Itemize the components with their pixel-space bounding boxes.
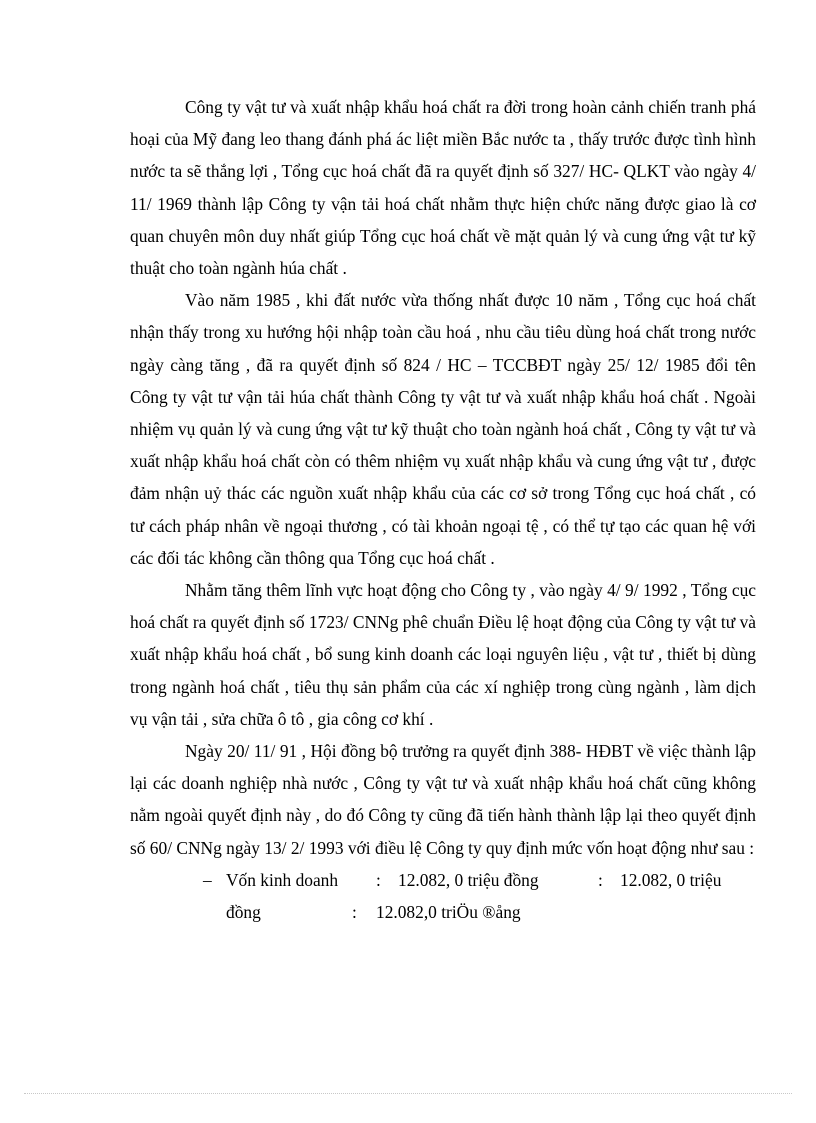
separator-colon: : <box>376 869 381 890</box>
paragraph-1992-charter: Nhằm tăng thêm lĩnh vực hoạt động cho Công ty , vào ngày 4/ 9/ 1992 , Tổng cục hoá chất ra quyết định số 1723/ CNNg phê chuẩn Điều lệ hoạt động của Công ty vật tư và xuất nhập khẩu hoá chất , bổ sung kinh doanh các loại nguyên liệu , vật tư , thiết bị dùng trong ngành hoá chất , tiêu thụ sản phẩm của các xí nghiệp trong cùng ngành , làm dịch vụ vận tải , sửa chữa ô tô , gia công cơ khí . <box>130 580 756 729</box>
page-bottom-divider <box>24 1093 792 1094</box>
paragraph-reestablishment: Ngày 20/ 11/ 91 , Hội đồng bộ trưởng ra quyết định 388- HĐBT về việc thành lập lại các doanh nghiệp nhà nước , Công ty vật tư và xuất nhập khẩu hoá chất cũng không nằm ngoài quyết định này , do đó Công ty cũng đã tiến hành thành lập lại theo quyết định số 60/ CNNg ngày 13/ 2/ 1993 với điều lệ Công ty quy định mức vốn hoạt động như sau : <box>130 741 756 858</box>
capital-label: Vốn kinh doanh <box>226 869 339 890</box>
separator-colon: : <box>352 902 357 923</box>
capital-value-2: 12.082, 0 triệu <box>620 869 722 890</box>
bullet-line-1 <box>226 864 756 896</box>
paragraph-founding: Công ty vật tư và xuất nhập khẩu hoá chất ra đời trong hoàn cảnh chiến tranh phá hoại của Mỹ đang leo thang đánh phá ác liệt miền Bắc nước ta , thấy trước được tình hình nước ta sẽ thắng lợi , Tổng cục hoá chất đã ra quyết định số 327/ HC- QLKT vào ngày 4/ 11/ 1969 thành lập Công ty vận tải hoá chất nhằm thực hiện chức năng được giao là cơ quan chuyên môn duy nhất giúp Tổng cục hoá chất về mặt quản lý và cung ứng vật tư kỹ thuật cho toàn ngành húa chất . <box>130 97 756 279</box>
paragraph-1985-rename: Vào năm 1985 , khi đất nước vừa thống nhất được 10 năm , Tổng cục hoá chất nhận thấy trong xu hướng hội nhập toàn cầu hoá , nhu cầu tiêu dùng hoá chất trong nước ngày càng tăng , đã ra quyết định số 824 / HC – TCCBĐT ngày 25/ 12/ 1985 đổi tên Công ty vật tư vận tải húa chất thành Công ty vật tư và xuất nhập khẩu hoá chất . Ngoài nhiệm vụ quản lý và cung ứng vật tư kỹ thuật cho toàn ngành hoá chất , Công ty vật tư và xuất nhập khẩu hoá chất còn có thêm nhiệm vụ xuất nhập khẩu và cung ứng vật tư , được đảm nhận uỷ thác các nguồn xuất nhập khẩu của các cơ sở trong Tổng cục hoá chất , có tư cách pháp nhân về ngoại thương , có tài khoản ngoại tệ , có thể tự tạo các quan hệ với các đối tác không cần thông qua Tổng cục hoá chất . <box>130 290 756 568</box>
bullet-dash: – <box>203 869 212 890</box>
capital-value-3: 12.082,0 triÖu ®ång <box>376 902 521 923</box>
capital-bullet-item <box>130 864 756 928</box>
unit-word: đồng <box>226 902 261 923</box>
document-page <box>130 91 756 928</box>
bullet-line-2 <box>226 896 756 928</box>
capital-value-1: 12.082, 0 triệu đồng <box>398 869 539 890</box>
separator-colon: : <box>598 869 603 890</box>
